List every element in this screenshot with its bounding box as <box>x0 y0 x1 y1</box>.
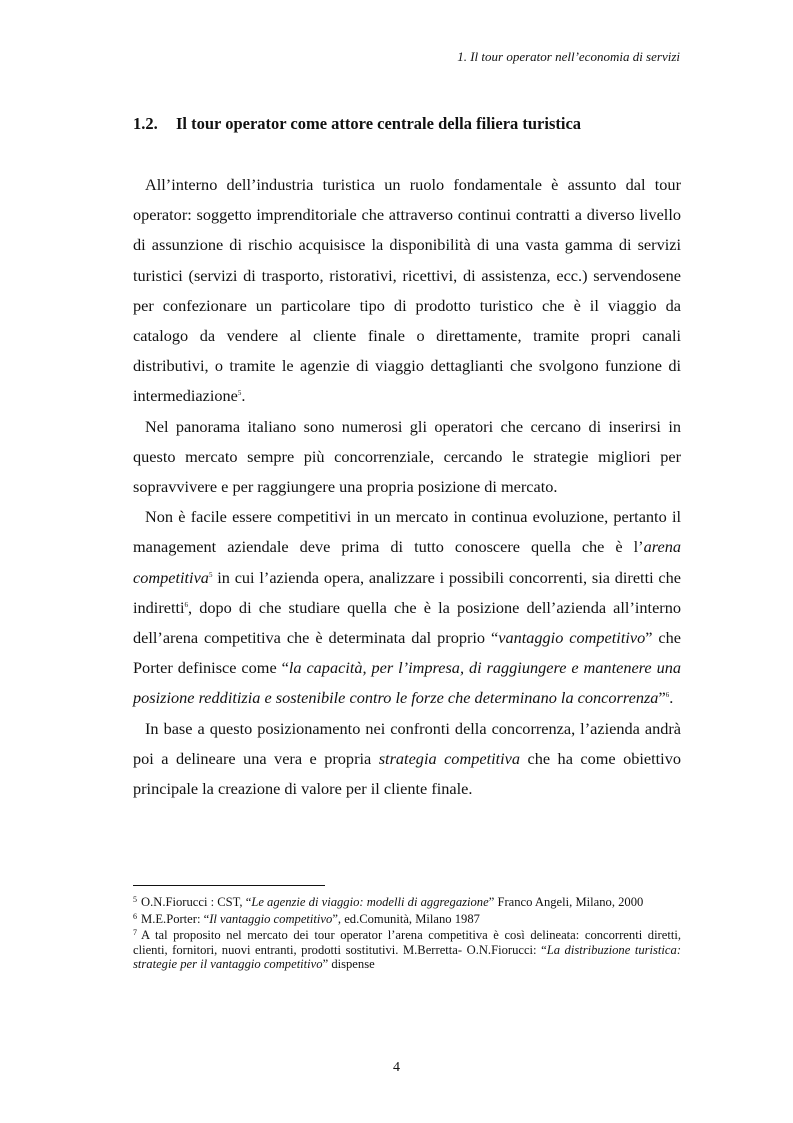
paragraph-text: In base a questo posizionamento nei confronti della concorrenza, l’azienda andrà poi a delineare una vera e propria <box>133 718 681 768</box>
footnote-label: 7 <box>133 928 137 938</box>
footnote-label: 6 <box>133 911 137 921</box>
quotation: la capacità, per l’impresa, di raggiungere e mantenere una posizione redditizia e sostenibile contro le forze che determinano la concorrenza <box>133 658 682 708</box>
paragraph-text: ” <box>658 688 666 708</box>
footnote-text: ” dispense <box>322 957 375 972</box>
paragraph-text: Nel panorama italiano sono numerosi gli operatori che cercano di inserirsi in questo mercato sempre più concorrenziale, cercando le strategie migliori per sopravvivere e per raggiungere una propria posizione di mercato. <box>133 416 681 497</box>
paragraph-text: . <box>669 688 674 708</box>
paragraph-text: , dopo di che studiare quella che è la posizione dell’azienda all’interno dell’arena competitiva che è determinata dal proprio “ <box>133 597 681 648</box>
footnote-title: La distribuzione turistica: strategie per il vantaggio competitivo <box>133 942 682 972</box>
paragraph-1 <box>133 170 681 412</box>
footnote-ref: 6 <box>665 691 670 700</box>
section-title: Il tour operator come attore centrale della filiera turistica <box>176 114 582 133</box>
footnote-label: 5 <box>133 895 137 904</box>
paragraph-text: in cui l’azienda opera, analizzare i possibili concorrenti, sia diretti che indiretti <box>133 567 681 617</box>
footnote-title: Le agenzie di viaggio: modelli di aggregazione <box>251 895 489 909</box>
emphasis: strategia competitiva <box>378 748 521 768</box>
footnotes <box>133 893 681 972</box>
footnote-3 <box>133 926 681 972</box>
paragraph-text: Non è facile essere competitivi in un mercato in continua evoluzione, pertanto il management aziendale deve prima di tutto conoscere quella che è l’ <box>133 507 681 557</box>
page-number: 4 <box>393 1060 400 1075</box>
section-heading <box>133 114 693 134</box>
paragraph-text: che ha come obiettivo principale la creazione di valore per il cliente finale. <box>133 748 681 799</box>
footnote-text: O.N.Fiorucci : CST, “ <box>141 895 252 909</box>
emphasis: arena competitiva <box>133 537 681 587</box>
running-head: 1. Il tour operator nell’economia di servizi <box>457 49 680 64</box>
footnote-ref: 5 <box>208 570 213 579</box>
footnote-title: Il vantaggio competitivo <box>209 911 333 926</box>
footnote-text: ”, ed.Comunità, Milano 1987 <box>332 911 480 926</box>
footnote-text: A tal proposito nel mercato dei tour operator l’arena competitiva è così delineata: concorrenti diretti, clienti, fornitori, nuovi entranti, prodotti sostitutivi. M.Berretta- O.N.Fiorucci: “ <box>133 928 681 957</box>
footnote-2 <box>133 910 681 927</box>
paragraph-3 <box>133 502 681 713</box>
paragraph-text: ” che Porter definisce come “ <box>133 628 682 678</box>
footnote-rule <box>133 885 325 886</box>
section-number: 1.2. <box>133 114 158 133</box>
footnote-ref: 6 <box>184 600 189 609</box>
footnote-text: ” Franco Angeli, Milano, 2000 <box>488 895 644 909</box>
footnote-ref: 5 <box>237 389 242 398</box>
footnote-1 <box>133 893 681 910</box>
paragraph-text: . <box>241 386 246 406</box>
emphasis: vantaggio competitivo <box>498 628 646 648</box>
paragraph-2 <box>133 412 681 503</box>
paragraph-4 <box>133 714 681 805</box>
body-text <box>133 170 681 804</box>
paragraph-text: All’interno dell’industria turistica un ruolo fondamentale è assunto dal tour operator: soggetto imprenditoriale che attraverso continui contratti a diverso livello di assunzione di rischio acquisisce la disponibilità di una vasta gamma di servizi turistici (servizi di trasporto, ristorativi, ricettivi, di assistenza, ecc.) servendosene per confezionare un particolare tipo di prodotto turistico che è il viaggio da catalogo da vendere al cliente finale o direttamente, tramite propri canali distributivi, o tramite le agenzie di viaggio dettaglianti che svolgono funzione di intermediazione <box>133 175 681 406</box>
footnote-text: M.E.Porter: “ <box>141 911 210 926</box>
